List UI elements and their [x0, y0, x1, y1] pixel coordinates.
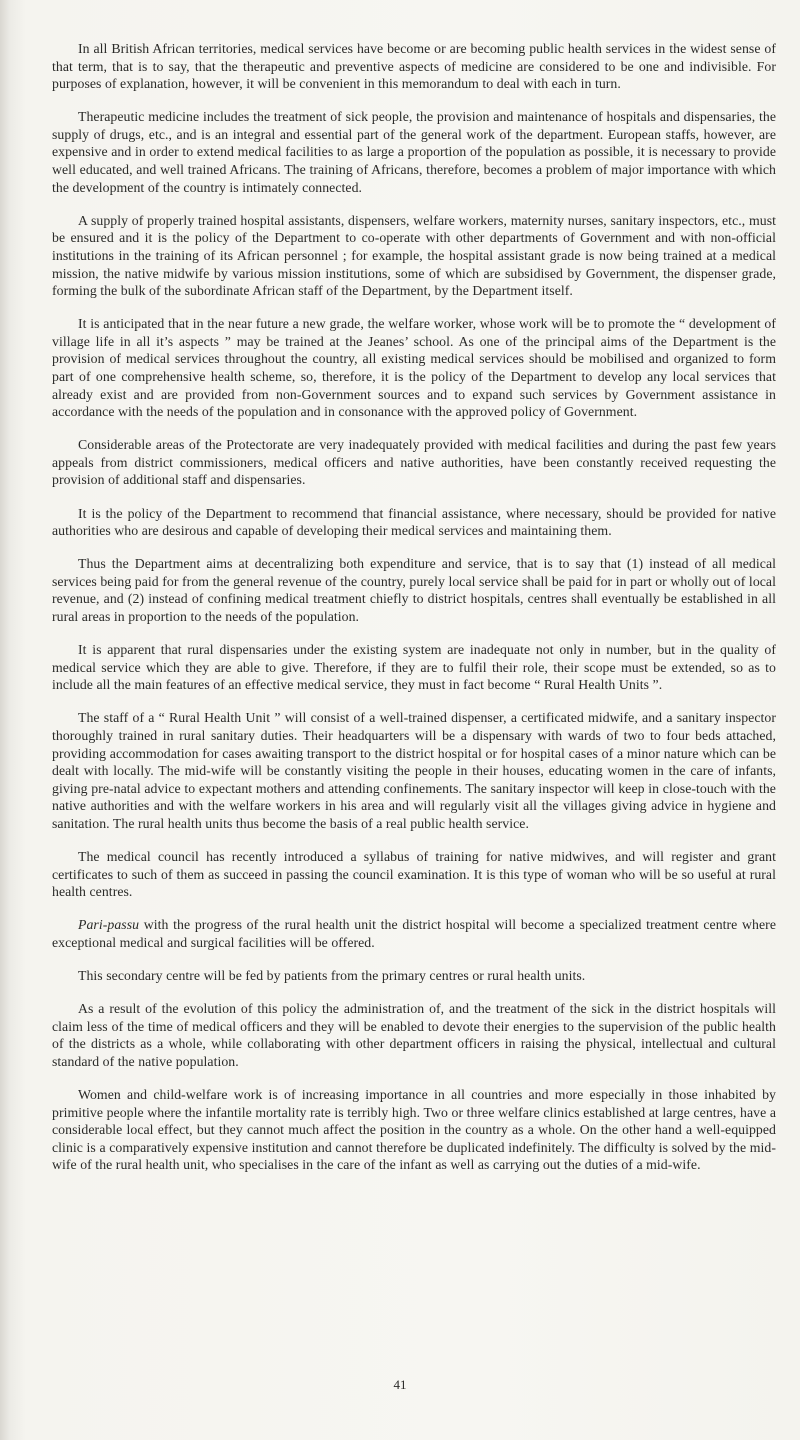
paragraph-3: A supply of properly trained hospital assistants, dispensers, welfare workers, maternity nurses, sanitary inspectors, etc., must be ensured and it is the policy of the Department to co-operate with other departments of Government and with non-official institutions in the training of its African personnel ; for example, the hospital assistant grade is now being trained at a medical mission, the native midwife by various mission institutions, some of which are subsidised by Government, the dispenser grade, forming the bulk of the subordinate African staff of the Department, by the Department itself.	[52, 212, 776, 299]
memorandum-body	[52, 40, 776, 1189]
paragraph-7: Thus the Department aims at decentralizing both expenditure and service, that is to say that (1) instead of all medical services being paid for from the general revenue of the country, purely local service shall be paid for in part or wholly out of local revenue, and (2) instead of confining medical treatment chiefly to district hospitals, centres shall eventually be established in all rural areas in proportion to the needs of the population.	[52, 556, 776, 625]
paragraph-5: Considerable areas of the Protectorate are very inadequately provided with medical facilities and during the past few years appeals from district commissioners, medical officers and native authorities, have been constantly received requesting the provision of additional staff and dispensaries.	[52, 437, 776, 488]
paragraph-11: Pari-passu with the progress of the rural health unit the district hospital will become a specialized treatment centre where exceptional medical and surgical facilities will be offered.	[52, 917, 776, 950]
paragraph-12: This secondary centre will be fed by patients from the primary centres or rural health units.	[78, 968, 586, 984]
paragraph-4: It is anticipated that in the near future a new grade, the welfare worker, whose work will be to promote the “ development of village life in all it’s aspects ” may be trained at the Jeanes’ school. As one of the principal aims of the Department is the provision of medical services throughout the country, all existing medical services should be mobilised and organized to form part of one comprehensive health scheme, so, therefore, it is the policy of the Department to develop any local services that already exist and are provided from non-Government sources and to expand such services by Government assistance in accordance with the needs of the population and in consonance with the approved policy of Government.	[52, 316, 776, 420]
paragraph-2: Therapeutic medicine includes the treatment of sick people, the provision and maintenance of hospitals and dispensaries, the supply of drugs, etc., and is an integral and essential part of the general work of the department. European staffs, however, are expensive and in order to extend medical facilities to as large a proportion of the population as possible, it is necessary to provide well educated, and well trained Africans. The training of Africans, therefore, becomes a problem of major importance with which the development of the country is intimately connected.	[52, 109, 776, 195]
paragraph-9: The staff of a “ Rural Health Unit ” will consist of a well-trained dispenser, a certificated midwife, and a sanitary inspector thoroughly trained in rural sanitary duties. Their headquarters will be a dispensary with wards of two to four beds attached, providing accommodation for cases awaiting transport to the district hospital or for hospital cases of a minor nature which can be dealt with locally. The mid-wife will be constantly visiting the people in their houses, educating women in the care of infants, giving pre-natal advice to expectant mothers and attending confinements. The sanitary inspector will keep in close-touch with the native authorities and with the welfare workers in his area and will regularly visit all the villages giving advice in hygiene and sanitation. The rural health units thus become the basis of a real public health service.	[52, 710, 776, 831]
paragraph-6: It is the policy of the Department to recommend that financial assistance, where necessary, should be provided for native authorities who are desirous and capable of developing their medical services and maintaining them.	[52, 505, 776, 539]
page-number: 41	[393, 1377, 407, 1392]
paragraph-8: It is apparent that rural dispensaries under the existing system are inadequate not only in number, but in the quality of medical service which they are able to give. Therefore, if they are to fulfil their role, their scope must be extended, so as to include all the main features of an effective medical service, they must in fact become “ Rural Health Units ”.	[52, 642, 776, 693]
latin-phrase: Pari-passu	[78, 917, 140, 933]
paragraph-10: The medical council has recently introduced a syllabus of training for native midwives, and will register and grant certificates to such of them as succeed in passing the council examination. It is this type of woman who will be so useful at rural health centres.	[52, 849, 776, 900]
paragraph-13: As a result of the evolution of this policy the administration of, and the treatment of the sick in the district hospitals will claim less of the time of medical officers and they will be enabled to devote their energies to the supervision of the public health of the districts as a whole, while collaborating with other department officers in raising the physical, intellectual and cultural standard of the native population.	[52, 1001, 776, 1069]
paragraph-1: In all British African territories, medical services have become or are becoming public health services in the widest sense of that term, that is to say, that the therapeutic and preventive aspects of medicine are considered to be one and indivisible. For purposes of explanation, however, it will be convenient in this memorandum to deal with each in turn.	[52, 41, 776, 92]
paragraph-14: Women and child-welfare work is of increasing importance in all countries and more especially in those inhabited by primitive people where the infantile mortality rate is terribly high. Two or three welfare clinics established at large centres, have a considerable local effect, but they cannot much affect the position in the country as a whole. On the other hand a well-equipped clinic is a comparatively expensive institution and cannot therefore be duplicated indefinitely. The difficulty is solved by the mid-wife of the rural health unit, who specialises in the care of the infant as well as carrying out the duties of a mid-wife.	[52, 1087, 776, 1173]
